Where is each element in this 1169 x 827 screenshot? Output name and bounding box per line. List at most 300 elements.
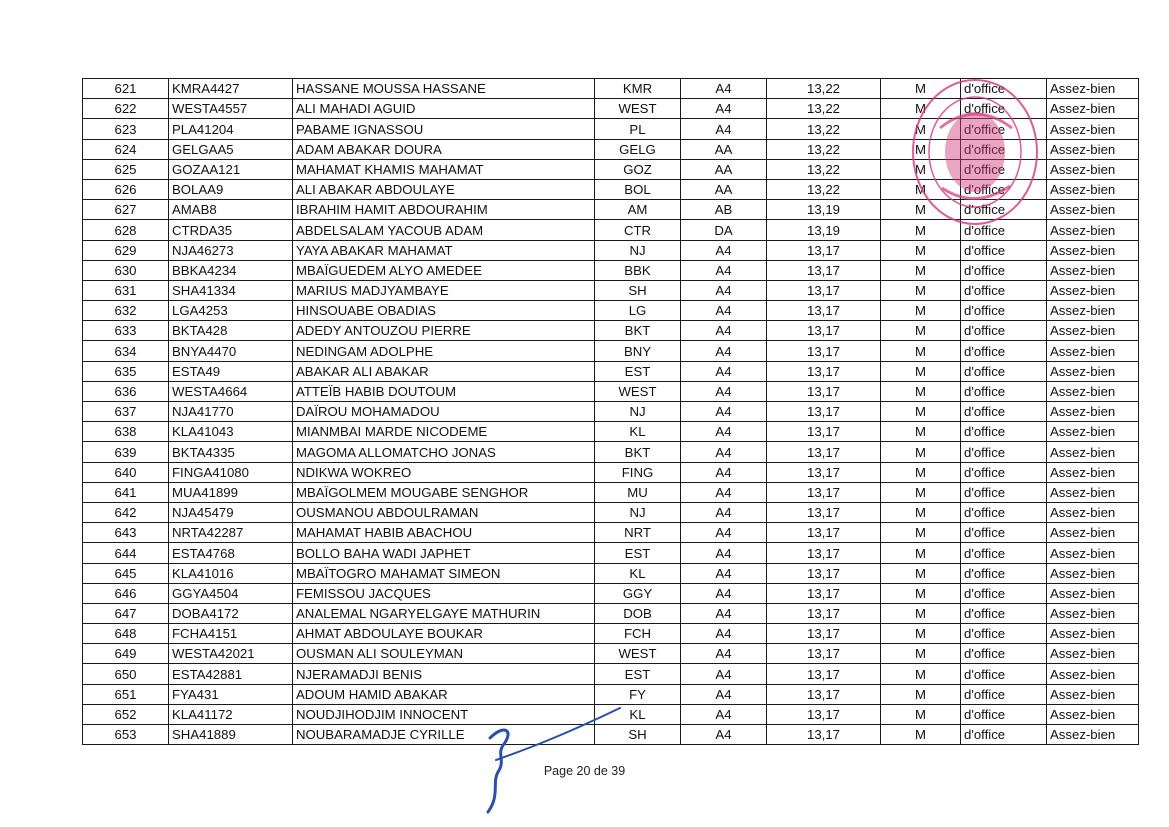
- decision-cell: d'office: [961, 159, 1047, 179]
- candidate-name-cell: NOUBARAMADJE CYRILLE: [293, 725, 595, 745]
- sex-cell: M: [881, 381, 961, 401]
- serie-cell: A4: [681, 482, 767, 502]
- center-cell: NRT: [595, 523, 681, 543]
- table-row: [83, 422, 1139, 442]
- row-number-cell: 647: [83, 603, 169, 623]
- table-row: [83, 543, 1139, 563]
- table-row: [83, 321, 1139, 341]
- candidate-code-cell: BBKA4234: [169, 260, 293, 280]
- serie-cell: AA: [681, 139, 767, 159]
- average-cell: 13,19: [767, 200, 881, 220]
- sex-cell: M: [881, 422, 961, 442]
- sex-cell: M: [881, 179, 961, 199]
- mention-cell: Assez-bien: [1047, 583, 1139, 603]
- candidate-name-cell: HASSANE MOUSSA HASSANE: [293, 79, 595, 99]
- candidate-name-cell: ATTEÏB HABIB DOUTOUM: [293, 381, 595, 401]
- candidate-code-cell: FCHA4151: [169, 624, 293, 644]
- mention-cell: Assez-bien: [1047, 159, 1139, 179]
- candidate-code-cell: GELGAA5: [169, 139, 293, 159]
- center-cell: WEST: [595, 99, 681, 119]
- sex-cell: M: [881, 159, 961, 179]
- candidate-code-cell: NJA46273: [169, 240, 293, 260]
- candidate-name-cell: HINSOUABE OBADIAS: [293, 301, 595, 321]
- candidate-name-cell: ANALEMAL NGARYELGAYE MATHURIN: [293, 603, 595, 623]
- mention-cell: Assez-bien: [1047, 644, 1139, 664]
- mention-cell: Assez-bien: [1047, 361, 1139, 381]
- sex-cell: M: [881, 280, 961, 300]
- decision-cell: d'office: [961, 361, 1047, 381]
- serie-cell: A4: [681, 624, 767, 644]
- serie-cell: A4: [681, 644, 767, 664]
- row-number-cell: 645: [83, 563, 169, 583]
- candidate-name-cell: FEMISSOU JACQUES: [293, 583, 595, 603]
- serie-cell: A4: [681, 301, 767, 321]
- serie-cell: A4: [681, 442, 767, 462]
- candidate-name-cell: NOUDJIHODJIM INNOCENT: [293, 704, 595, 724]
- center-cell: FY: [595, 684, 681, 704]
- center-cell: GGY: [595, 583, 681, 603]
- table-row: [83, 644, 1139, 664]
- mention-cell: Assez-bien: [1047, 301, 1139, 321]
- average-cell: 13,22: [767, 179, 881, 199]
- serie-cell: A4: [681, 502, 767, 522]
- candidate-name-cell: MAHAMAT KHAMIS MAHAMAT: [293, 159, 595, 179]
- row-number-cell: 625: [83, 159, 169, 179]
- row-number-cell: 628: [83, 220, 169, 240]
- row-number-cell: 631: [83, 280, 169, 300]
- mention-cell: Assez-bien: [1047, 341, 1139, 361]
- sex-cell: M: [881, 139, 961, 159]
- table-row: [83, 139, 1139, 159]
- row-number-cell: 621: [83, 79, 169, 99]
- serie-cell: A4: [681, 664, 767, 684]
- average-cell: 13,17: [767, 603, 881, 623]
- row-number-cell: 648: [83, 624, 169, 644]
- sex-cell: M: [881, 644, 961, 664]
- center-cell: FCH: [595, 624, 681, 644]
- candidate-name-cell: NJERAMADJI BENIS: [293, 664, 595, 684]
- candidate-name-cell: OUSMANOU ABDOULRAMAN: [293, 502, 595, 522]
- decision-cell: d'office: [961, 179, 1047, 199]
- table-row: [83, 381, 1139, 401]
- center-cell: PL: [595, 119, 681, 139]
- table-row: [83, 684, 1139, 704]
- center-cell: MU: [595, 482, 681, 502]
- table-row: [83, 442, 1139, 462]
- mention-cell: Assez-bien: [1047, 240, 1139, 260]
- mention-cell: Assez-bien: [1047, 402, 1139, 422]
- mention-cell: Assez-bien: [1047, 502, 1139, 522]
- candidate-name-cell: DAÏROU MOHAMADOU: [293, 402, 595, 422]
- average-cell: 13,17: [767, 725, 881, 745]
- decision-cell: d'office: [961, 240, 1047, 260]
- decision-cell: d'office: [961, 624, 1047, 644]
- candidate-name-cell: ABAKAR ALI ABAKAR: [293, 361, 595, 381]
- table-row: [83, 301, 1139, 321]
- table-row: [83, 502, 1139, 522]
- mention-cell: Assez-bien: [1047, 280, 1139, 300]
- serie-cell: A4: [681, 321, 767, 341]
- candidate-code-cell: NJA41770: [169, 402, 293, 422]
- average-cell: 13,17: [767, 704, 881, 724]
- mention-cell: Assez-bien: [1047, 381, 1139, 401]
- candidate-code-cell: FINGA41080: [169, 462, 293, 482]
- average-cell: 13,17: [767, 402, 881, 422]
- row-number-cell: 652: [83, 704, 169, 724]
- mention-cell: Assez-bien: [1047, 482, 1139, 502]
- table-row: [83, 725, 1139, 745]
- average-cell: 13,17: [767, 240, 881, 260]
- average-cell: 13,17: [767, 442, 881, 462]
- candidate-code-cell: KMRA4427: [169, 79, 293, 99]
- decision-cell: d'office: [961, 442, 1047, 462]
- decision-cell: d'office: [961, 502, 1047, 522]
- average-cell: 13,17: [767, 523, 881, 543]
- row-number-cell: 624: [83, 139, 169, 159]
- decision-cell: d'office: [961, 684, 1047, 704]
- candidate-name-cell: ALI ABAKAR ABDOULAYE: [293, 179, 595, 199]
- serie-cell: AB: [681, 200, 767, 220]
- center-cell: CTR: [595, 220, 681, 240]
- row-number-cell: 622: [83, 99, 169, 119]
- row-number-cell: 640: [83, 462, 169, 482]
- average-cell: 13,17: [767, 482, 881, 502]
- row-number-cell: 643: [83, 523, 169, 543]
- candidate-name-cell: AHMAT ABDOULAYE BOUKAR: [293, 624, 595, 644]
- mention-cell: Assez-bien: [1047, 260, 1139, 280]
- mention-cell: Assez-bien: [1047, 603, 1139, 623]
- decision-cell: d'office: [961, 220, 1047, 240]
- row-number-cell: 653: [83, 725, 169, 745]
- serie-cell: A4: [681, 260, 767, 280]
- candidate-name-cell: IBRAHIM HAMIT ABDOURAHIM: [293, 200, 595, 220]
- table-row: [83, 583, 1139, 603]
- candidate-code-cell: LGA4253: [169, 301, 293, 321]
- candidate-name-cell: MBAÏGUEDEM ALYO AMEDEE: [293, 260, 595, 280]
- candidate-name-cell: MIANMBAI MARDE NICODEME: [293, 422, 595, 442]
- candidate-code-cell: ESTA42881: [169, 664, 293, 684]
- serie-cell: A4: [681, 603, 767, 623]
- candidate-code-cell: SHA41889: [169, 725, 293, 745]
- sex-cell: M: [881, 301, 961, 321]
- center-cell: LG: [595, 301, 681, 321]
- mention-cell: Assez-bien: [1047, 725, 1139, 745]
- row-number-cell: 630: [83, 260, 169, 280]
- serie-cell: A4: [681, 381, 767, 401]
- candidate-code-cell: NRTA42287: [169, 523, 293, 543]
- decision-cell: d'office: [961, 543, 1047, 563]
- candidate-name-cell: PABAME IGNASSOU: [293, 119, 595, 139]
- candidate-name-cell: MARIUS MADJYAMBAYE: [293, 280, 595, 300]
- sex-cell: M: [881, 79, 961, 99]
- sex-cell: M: [881, 704, 961, 724]
- candidate-code-cell: GOZAA121: [169, 159, 293, 179]
- decision-cell: d'office: [961, 99, 1047, 119]
- candidate-code-cell: WESTA42021: [169, 644, 293, 664]
- row-number-cell: 646: [83, 583, 169, 603]
- mention-cell: Assez-bien: [1047, 139, 1139, 159]
- center-cell: WEST: [595, 644, 681, 664]
- average-cell: 13,17: [767, 361, 881, 381]
- table-row: [83, 99, 1139, 119]
- sex-cell: M: [881, 563, 961, 583]
- center-cell: NJ: [595, 502, 681, 522]
- center-cell: KL: [595, 704, 681, 724]
- row-number-cell: 641: [83, 482, 169, 502]
- decision-cell: d'office: [961, 462, 1047, 482]
- center-cell: BOL: [595, 179, 681, 199]
- average-cell: 13,17: [767, 341, 881, 361]
- table-row: [83, 563, 1139, 583]
- center-cell: KL: [595, 422, 681, 442]
- mention-cell: Assez-bien: [1047, 523, 1139, 543]
- table-row: [83, 220, 1139, 240]
- results-table: [82, 78, 1139, 745]
- center-cell: BNY: [595, 341, 681, 361]
- row-number-cell: 650: [83, 664, 169, 684]
- decision-cell: d'office: [961, 523, 1047, 543]
- candidate-code-cell: BKTA4335: [169, 442, 293, 462]
- decision-cell: d'office: [961, 725, 1047, 745]
- center-cell: EST: [595, 361, 681, 381]
- candidate-name-cell: ADEDY ANTOUZOU PIERRE: [293, 321, 595, 341]
- center-cell: BKT: [595, 442, 681, 462]
- average-cell: 13,17: [767, 563, 881, 583]
- center-cell: SH: [595, 725, 681, 745]
- candidate-name-cell: ALI MAHADI AGUID: [293, 99, 595, 119]
- row-number-cell: 637: [83, 402, 169, 422]
- sex-cell: M: [881, 523, 961, 543]
- center-cell: DOB: [595, 603, 681, 623]
- table-row: [83, 341, 1139, 361]
- mention-cell: Assez-bien: [1047, 321, 1139, 341]
- row-number-cell: 627: [83, 200, 169, 220]
- row-number-cell: 636: [83, 381, 169, 401]
- decision-cell: d'office: [961, 422, 1047, 442]
- average-cell: 13,19: [767, 220, 881, 240]
- sex-cell: M: [881, 624, 961, 644]
- mention-cell: Assez-bien: [1047, 624, 1139, 644]
- mention-cell: Assez-bien: [1047, 79, 1139, 99]
- average-cell: 13,22: [767, 79, 881, 99]
- mention-cell: Assez-bien: [1047, 179, 1139, 199]
- serie-cell: A4: [681, 684, 767, 704]
- center-cell: WEST: [595, 381, 681, 401]
- center-cell: FING: [595, 462, 681, 482]
- mention-cell: Assez-bien: [1047, 220, 1139, 240]
- sex-cell: M: [881, 402, 961, 422]
- serie-cell: A4: [681, 523, 767, 543]
- center-cell: EST: [595, 543, 681, 563]
- candidate-name-cell: ADOUM HAMID ABAKAR: [293, 684, 595, 704]
- serie-cell: A4: [681, 543, 767, 563]
- candidate-code-cell: MUA41899: [169, 482, 293, 502]
- candidate-code-cell: BKTA428: [169, 321, 293, 341]
- sex-cell: M: [881, 603, 961, 623]
- center-cell: GOZ: [595, 159, 681, 179]
- sex-cell: M: [881, 119, 961, 139]
- candidate-name-cell: ABDELSALAM YACOUB ADAM: [293, 220, 595, 240]
- decision-cell: d'office: [961, 79, 1047, 99]
- center-cell: EST: [595, 664, 681, 684]
- candidate-code-cell: GGYA4504: [169, 583, 293, 603]
- decision-cell: d'office: [961, 583, 1047, 603]
- row-number-cell: 639: [83, 442, 169, 462]
- candidate-code-cell: BNYA4470: [169, 341, 293, 361]
- table-row: [83, 119, 1139, 139]
- candidate-code-cell: WESTA4557: [169, 99, 293, 119]
- mention-cell: Assez-bien: [1047, 684, 1139, 704]
- candidate-code-cell: FYA431: [169, 684, 293, 704]
- decision-cell: d'office: [961, 321, 1047, 341]
- row-number-cell: 633: [83, 321, 169, 341]
- table-row: [83, 603, 1139, 623]
- decision-cell: d'office: [961, 119, 1047, 139]
- decision-cell: d'office: [961, 260, 1047, 280]
- sex-cell: M: [881, 502, 961, 522]
- row-number-cell: 642: [83, 502, 169, 522]
- sex-cell: M: [881, 684, 961, 704]
- center-cell: NJ: [595, 240, 681, 260]
- candidate-code-cell: NJA45479: [169, 502, 293, 522]
- sex-cell: M: [881, 321, 961, 341]
- decision-cell: d'office: [961, 482, 1047, 502]
- decision-cell: d'office: [961, 644, 1047, 664]
- decision-cell: d'office: [961, 603, 1047, 623]
- sex-cell: M: [881, 462, 961, 482]
- sex-cell: M: [881, 725, 961, 745]
- mention-cell: Assez-bien: [1047, 704, 1139, 724]
- candidate-name-cell: NEDINGAM ADOLPHE: [293, 341, 595, 361]
- table-row: [83, 523, 1139, 543]
- average-cell: 13,17: [767, 543, 881, 563]
- mention-cell: Assez-bien: [1047, 462, 1139, 482]
- serie-cell: A4: [681, 280, 767, 300]
- candidate-name-cell: BOLLO BAHA WADI JAPHET: [293, 543, 595, 563]
- center-cell: NJ: [595, 402, 681, 422]
- serie-cell: A4: [681, 341, 767, 361]
- table-row: [83, 179, 1139, 199]
- serie-cell: AA: [681, 159, 767, 179]
- average-cell: 13,17: [767, 301, 881, 321]
- candidate-code-cell: SHA41334: [169, 280, 293, 300]
- mention-cell: Assez-bien: [1047, 543, 1139, 563]
- serie-cell: A4: [681, 240, 767, 260]
- page-number: Page 20 de 39: [543, 764, 626, 778]
- decision-cell: d'office: [961, 341, 1047, 361]
- serie-cell: A4: [681, 704, 767, 724]
- table-row: [83, 260, 1139, 280]
- decision-cell: d'office: [961, 664, 1047, 684]
- average-cell: 13,17: [767, 462, 881, 482]
- sex-cell: M: [881, 543, 961, 563]
- serie-cell: A4: [681, 402, 767, 422]
- candidate-name-cell: MBAÏTOGRO MAHAMAT SIMEON: [293, 563, 595, 583]
- mention-cell: Assez-bien: [1047, 200, 1139, 220]
- serie-cell: A4: [681, 361, 767, 381]
- candidate-name-cell: YAYA ABAKAR MAHAMAT: [293, 240, 595, 260]
- row-number-cell: 626: [83, 179, 169, 199]
- decision-cell: d'office: [961, 200, 1047, 220]
- mention-cell: Assez-bien: [1047, 119, 1139, 139]
- center-cell: GELG: [595, 139, 681, 159]
- table-row: [83, 624, 1139, 644]
- decision-cell: d'office: [961, 402, 1047, 422]
- decision-cell: d'office: [961, 280, 1047, 300]
- row-number-cell: 644: [83, 543, 169, 563]
- average-cell: 13,22: [767, 119, 881, 139]
- table-row: [83, 462, 1139, 482]
- table-row: [83, 79, 1139, 99]
- table-row: [83, 240, 1139, 260]
- serie-cell: A4: [681, 583, 767, 603]
- sex-cell: M: [881, 240, 961, 260]
- center-cell: BKT: [595, 321, 681, 341]
- serie-cell: A4: [681, 99, 767, 119]
- average-cell: 13,17: [767, 280, 881, 300]
- serie-cell: A4: [681, 725, 767, 745]
- candidate-code-cell: AMAB8: [169, 200, 293, 220]
- candidate-code-cell: DOBA4172: [169, 603, 293, 623]
- average-cell: 13,17: [767, 624, 881, 644]
- average-cell: 13,17: [767, 381, 881, 401]
- center-cell: AM: [595, 200, 681, 220]
- row-number-cell: 638: [83, 422, 169, 442]
- mention-cell: Assez-bien: [1047, 664, 1139, 684]
- average-cell: 13,17: [767, 583, 881, 603]
- candidate-code-cell: ESTA49: [169, 361, 293, 381]
- candidate-code-cell: CTRDA35: [169, 220, 293, 240]
- table-row: [83, 361, 1139, 381]
- table-row: [83, 159, 1139, 179]
- sex-cell: M: [881, 200, 961, 220]
- candidate-code-cell: KLA41172: [169, 704, 293, 724]
- decision-cell: d'office: [961, 139, 1047, 159]
- mention-cell: Assez-bien: [1047, 563, 1139, 583]
- table-row: [83, 200, 1139, 220]
- row-number-cell: 651: [83, 684, 169, 704]
- average-cell: 13,17: [767, 664, 881, 684]
- serie-cell: AA: [681, 179, 767, 199]
- candidate-code-cell: ESTA4768: [169, 543, 293, 563]
- serie-cell: DA: [681, 220, 767, 240]
- mention-cell: Assez-bien: [1047, 442, 1139, 462]
- average-cell: 13,17: [767, 422, 881, 442]
- average-cell: 13,22: [767, 139, 881, 159]
- serie-cell: A4: [681, 563, 767, 583]
- serie-cell: A4: [681, 422, 767, 442]
- average-cell: 13,22: [767, 159, 881, 179]
- table-row: [83, 704, 1139, 724]
- mention-cell: Assez-bien: [1047, 99, 1139, 119]
- mention-cell: Assez-bien: [1047, 422, 1139, 442]
- row-number-cell: 634: [83, 341, 169, 361]
- average-cell: 13,17: [767, 260, 881, 280]
- average-cell: 13,17: [767, 321, 881, 341]
- results-table-body: [83, 79, 1139, 745]
- table-row: [83, 664, 1139, 684]
- row-number-cell: 635: [83, 361, 169, 381]
- candidate-name-cell: MAHAMAT HABIB ABACHOU: [293, 523, 595, 543]
- candidate-code-cell: KLA41016: [169, 563, 293, 583]
- candidate-code-cell: PLA41204: [169, 119, 293, 139]
- row-number-cell: 649: [83, 644, 169, 664]
- row-number-cell: 623: [83, 119, 169, 139]
- serie-cell: A4: [681, 119, 767, 139]
- center-cell: KL: [595, 563, 681, 583]
- center-cell: BBK: [595, 260, 681, 280]
- center-cell: SH: [595, 280, 681, 300]
